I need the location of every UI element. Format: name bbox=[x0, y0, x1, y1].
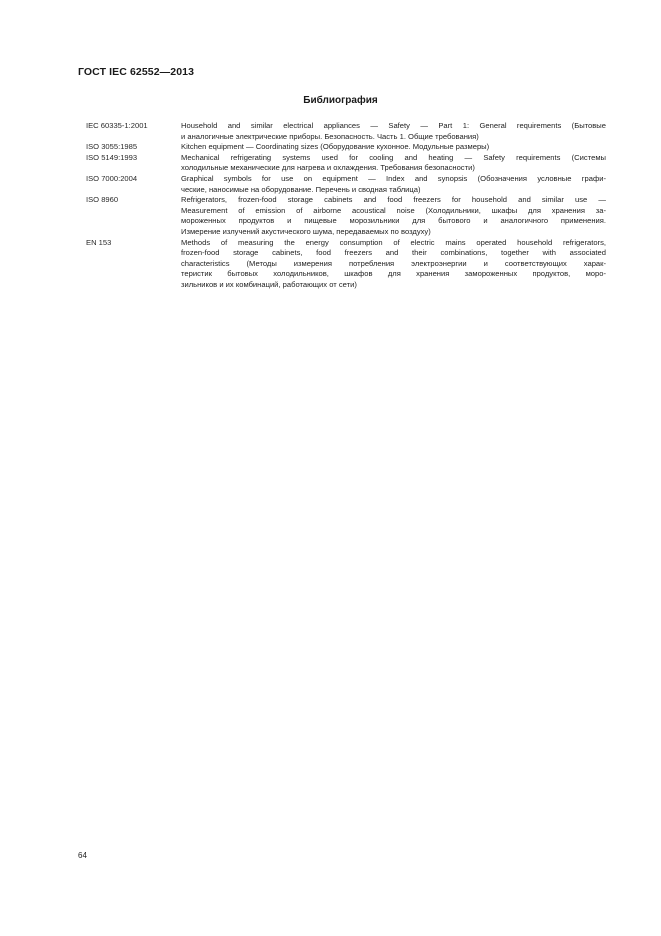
description-line: теристик бытовых холодильников, шкафов для хранения замороженных продуктов, моро- bbox=[181, 269, 606, 279]
bibliography-entry bbox=[86, 238, 606, 291]
description-line: Methods of measuring the energy consumption of electric mains operated household refrigerators, bbox=[181, 237, 606, 247]
standard-reference: ISO 5149:1993 bbox=[86, 152, 138, 162]
bibliography-entry bbox=[86, 195, 606, 237]
page-number: 64 bbox=[78, 851, 87, 860]
standard-reference: IEC 60335-1:2001 bbox=[86, 121, 148, 130]
description-line: холодильные механические для нагрева и охлаждения. Требования безопасности) bbox=[181, 163, 475, 173]
description-line: Mechanical refrigerating systems used for cooling and heating — Safety requirements (Системы bbox=[181, 152, 606, 162]
bibliography-entry bbox=[86, 121, 606, 142]
description-line: Refrigerators, frozen-food storage cabinets and food freezers for household and similar use — bbox=[181, 195, 606, 205]
entry-description bbox=[181, 195, 606, 237]
bibliography-entry bbox=[86, 142, 606, 153]
section-title: Библиография bbox=[303, 95, 378, 106]
description-line: ческие, наносимые на оборудование. Перечень и сводная таблица) bbox=[181, 184, 421, 194]
standard-reference: ISO 3055:1985 bbox=[86, 142, 138, 152]
entry-description bbox=[181, 121, 606, 142]
description-line: зильников и их комбинаций, работающих от сети) bbox=[181, 279, 357, 289]
standard-reference: ISO 8960 bbox=[86, 195, 119, 205]
entry-description bbox=[181, 174, 606, 195]
description-line: frozen-food storage cabinets, food freezers and their combinations, together with associated bbox=[181, 248, 606, 258]
entry-description bbox=[181, 238, 606, 291]
entry-description bbox=[181, 153, 606, 174]
description-line: Измерение излучений акустического шума, передаваемых по воздуху) bbox=[181, 226, 431, 236]
description-line: Measurement of emission of airborne acoustical noise (Холодильники, шкафы для хранения за- bbox=[181, 205, 606, 215]
description-line: characteristics (Методы измерения потребления электроэнергии и соответствующих харак- bbox=[181, 258, 606, 268]
description-line: мороженных продуктов и пищевые морозильники для бытового и аналогичного применения. bbox=[181, 216, 606, 226]
bibliography-entry bbox=[86, 153, 606, 174]
standard-reference: EN 153 bbox=[86, 237, 112, 247]
standard-reference: ISO 7000:2004 bbox=[86, 173, 138, 183]
description-line: Household and similar electrical appliances — Safety — Part 1: General requirements (Бытовые bbox=[181, 121, 606, 130]
bibliography-list bbox=[86, 121, 606, 291]
description-line: и аналогичные электрические приборы. Безопасность. Часть 1. Общие требования) bbox=[181, 131, 479, 141]
document-code-header: ГОСТ IEC 62552—2013 bbox=[78, 66, 195, 78]
entry-description bbox=[181, 142, 606, 153]
bibliography-entry bbox=[86, 174, 606, 195]
description-line: Graphical symbols for use on equipment — Index and synopsis (Обозначения условные графи- bbox=[181, 173, 606, 183]
description-line: Kitchen equipment — Coordinating sizes (Оборудование кухонное. Модульные размеры) bbox=[181, 142, 490, 152]
